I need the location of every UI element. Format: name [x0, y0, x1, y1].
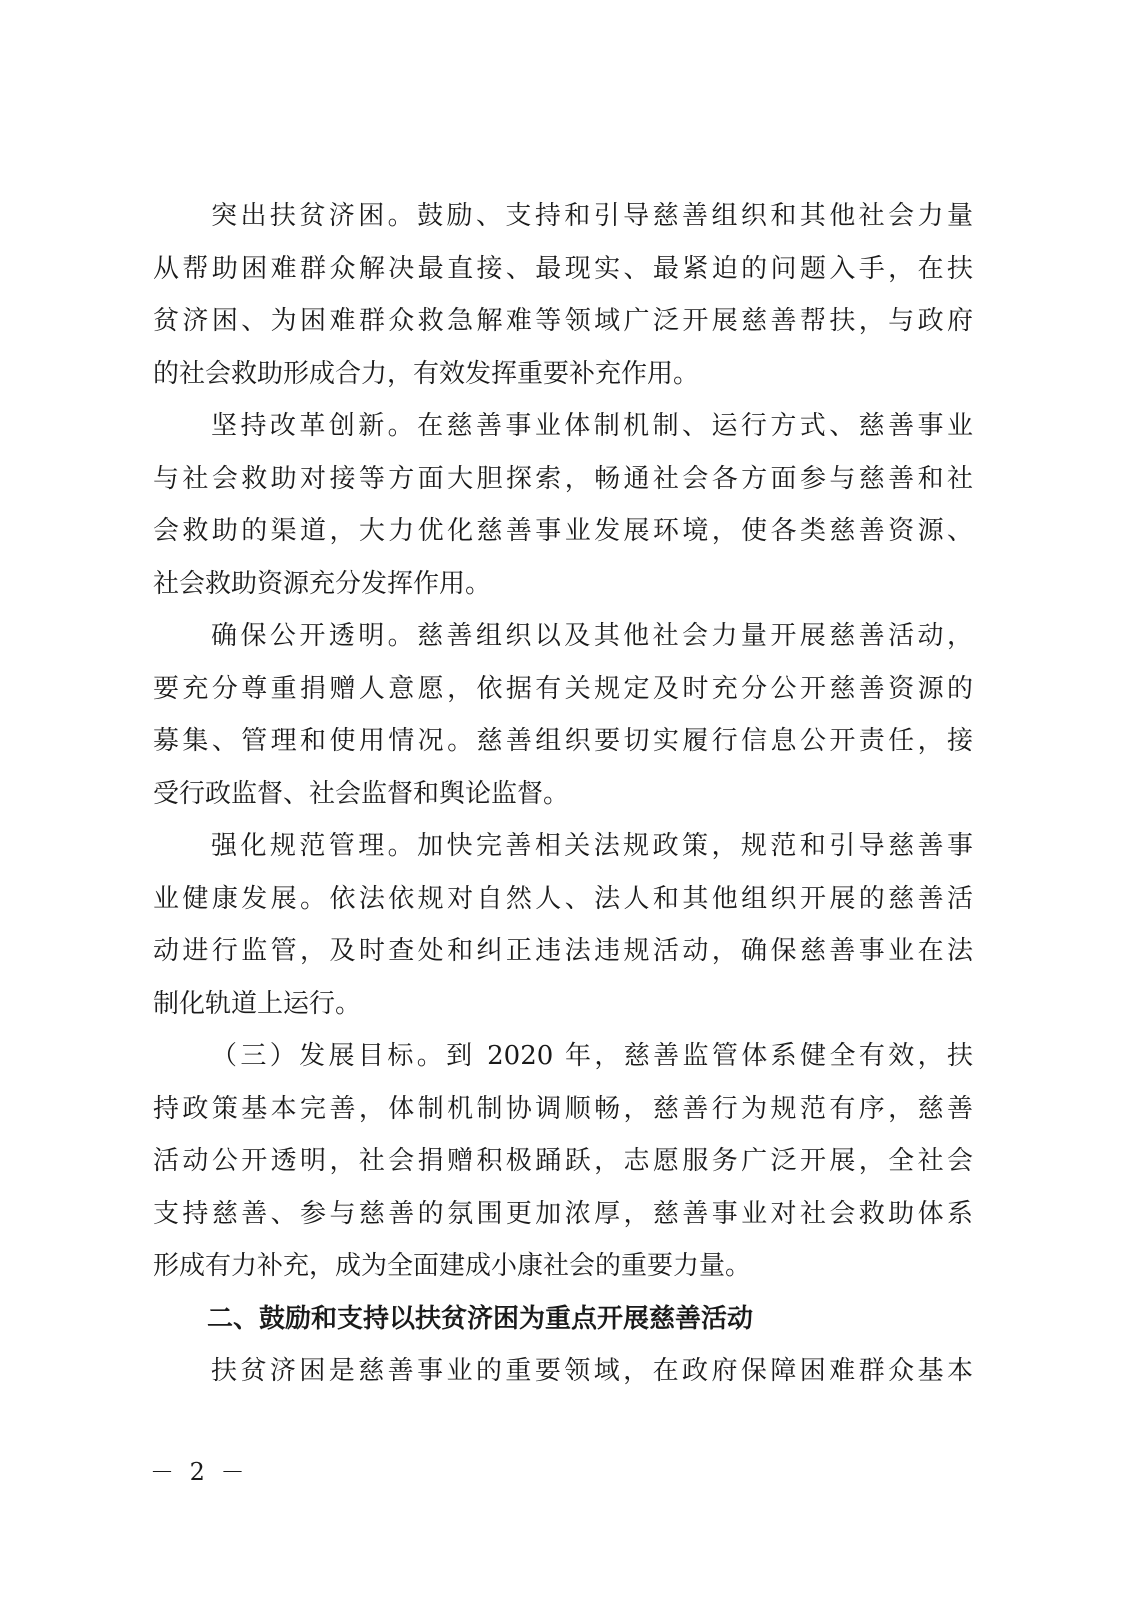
text-line: 强化规范管理。加快完善相关法规政策，规范和引导慈善事: [211, 831, 973, 861]
section-heading: 二、鼓励和支持以扶贫济困为重点开展慈善活动: [207, 1303, 754, 1334]
text-line: （三）发展目标。到 2020 年，慈善监管体系健全有效，扶: [211, 1041, 973, 1071]
text-line: 动进行监管，及时查处和纠正违法违规活动，确保慈善事业在法: [153, 936, 973, 966]
text-line: 制化轨道上运行。: [153, 988, 362, 1019]
text-line: 的社会救助形成合力，有效发挥重要补充作用。: [153, 358, 700, 389]
document-body: [153, 190, 973, 1398]
text-line: 募集、管理和使用情况。慈善组织要切实履行信息公开责任，接: [153, 726, 973, 756]
text-line: 会救助的渠道，大力优化慈善事业发展环境，使各类慈善资源、: [153, 516, 973, 546]
text-line: 持政策基本完善，体制机制协调顺畅，慈善行为规范有序，慈善: [153, 1093, 973, 1124]
text-line: 突出扶贫济困。鼓励、支持和引导慈善组织和其他社会力量: [211, 201, 973, 231]
text-line: 贫济困、为困难群众救急解难等领域广泛开展慈善帮扶，与政府: [153, 306, 973, 336]
text-line: 形成有力补充，成为全面建成小康社会的重要力量。: [153, 1251, 752, 1281]
text-line: 要充分尊重捐赠人意愿，依据有关规定及时充分公开慈善资源的: [153, 673, 973, 704]
text-line: 确保公开透明。慈善组织以及其他社会力量开展慈善活动，: [211, 621, 973, 651]
text-line: 扶贫济困是慈善事业的重要领域，在政府保障困难群众基本: [211, 1356, 973, 1386]
text-line: 支持慈善、参与慈善的氛围更加浓厚，慈善事业对社会救助体系: [153, 1198, 973, 1229]
page-number: － 2 －: [150, 1458, 249, 1486]
text-line: 业健康发展。依法依规对自然人、法人和其他组织开展的慈善活: [153, 883, 973, 914]
text-line: 社会救助资源充分发挥作用。: [153, 568, 492, 599]
text-line: 从帮助困难群众解决最直接、最现实、最紧迫的问题入手，在扶: [153, 253, 973, 284]
text-line: 活动公开透明，社会捐赠积极踊跃，志愿服务广泛开展，全社会: [153, 1146, 973, 1176]
text-line: 与社会救助对接等方面大胆探索，畅通社会各方面参与慈善和社: [153, 463, 973, 494]
text-line: 坚持改革创新。在慈善事业体制机制、运行方式、慈善事业: [211, 411, 973, 441]
text-line: 受行政监督、社会监督和舆论监督。: [153, 778, 570, 809]
